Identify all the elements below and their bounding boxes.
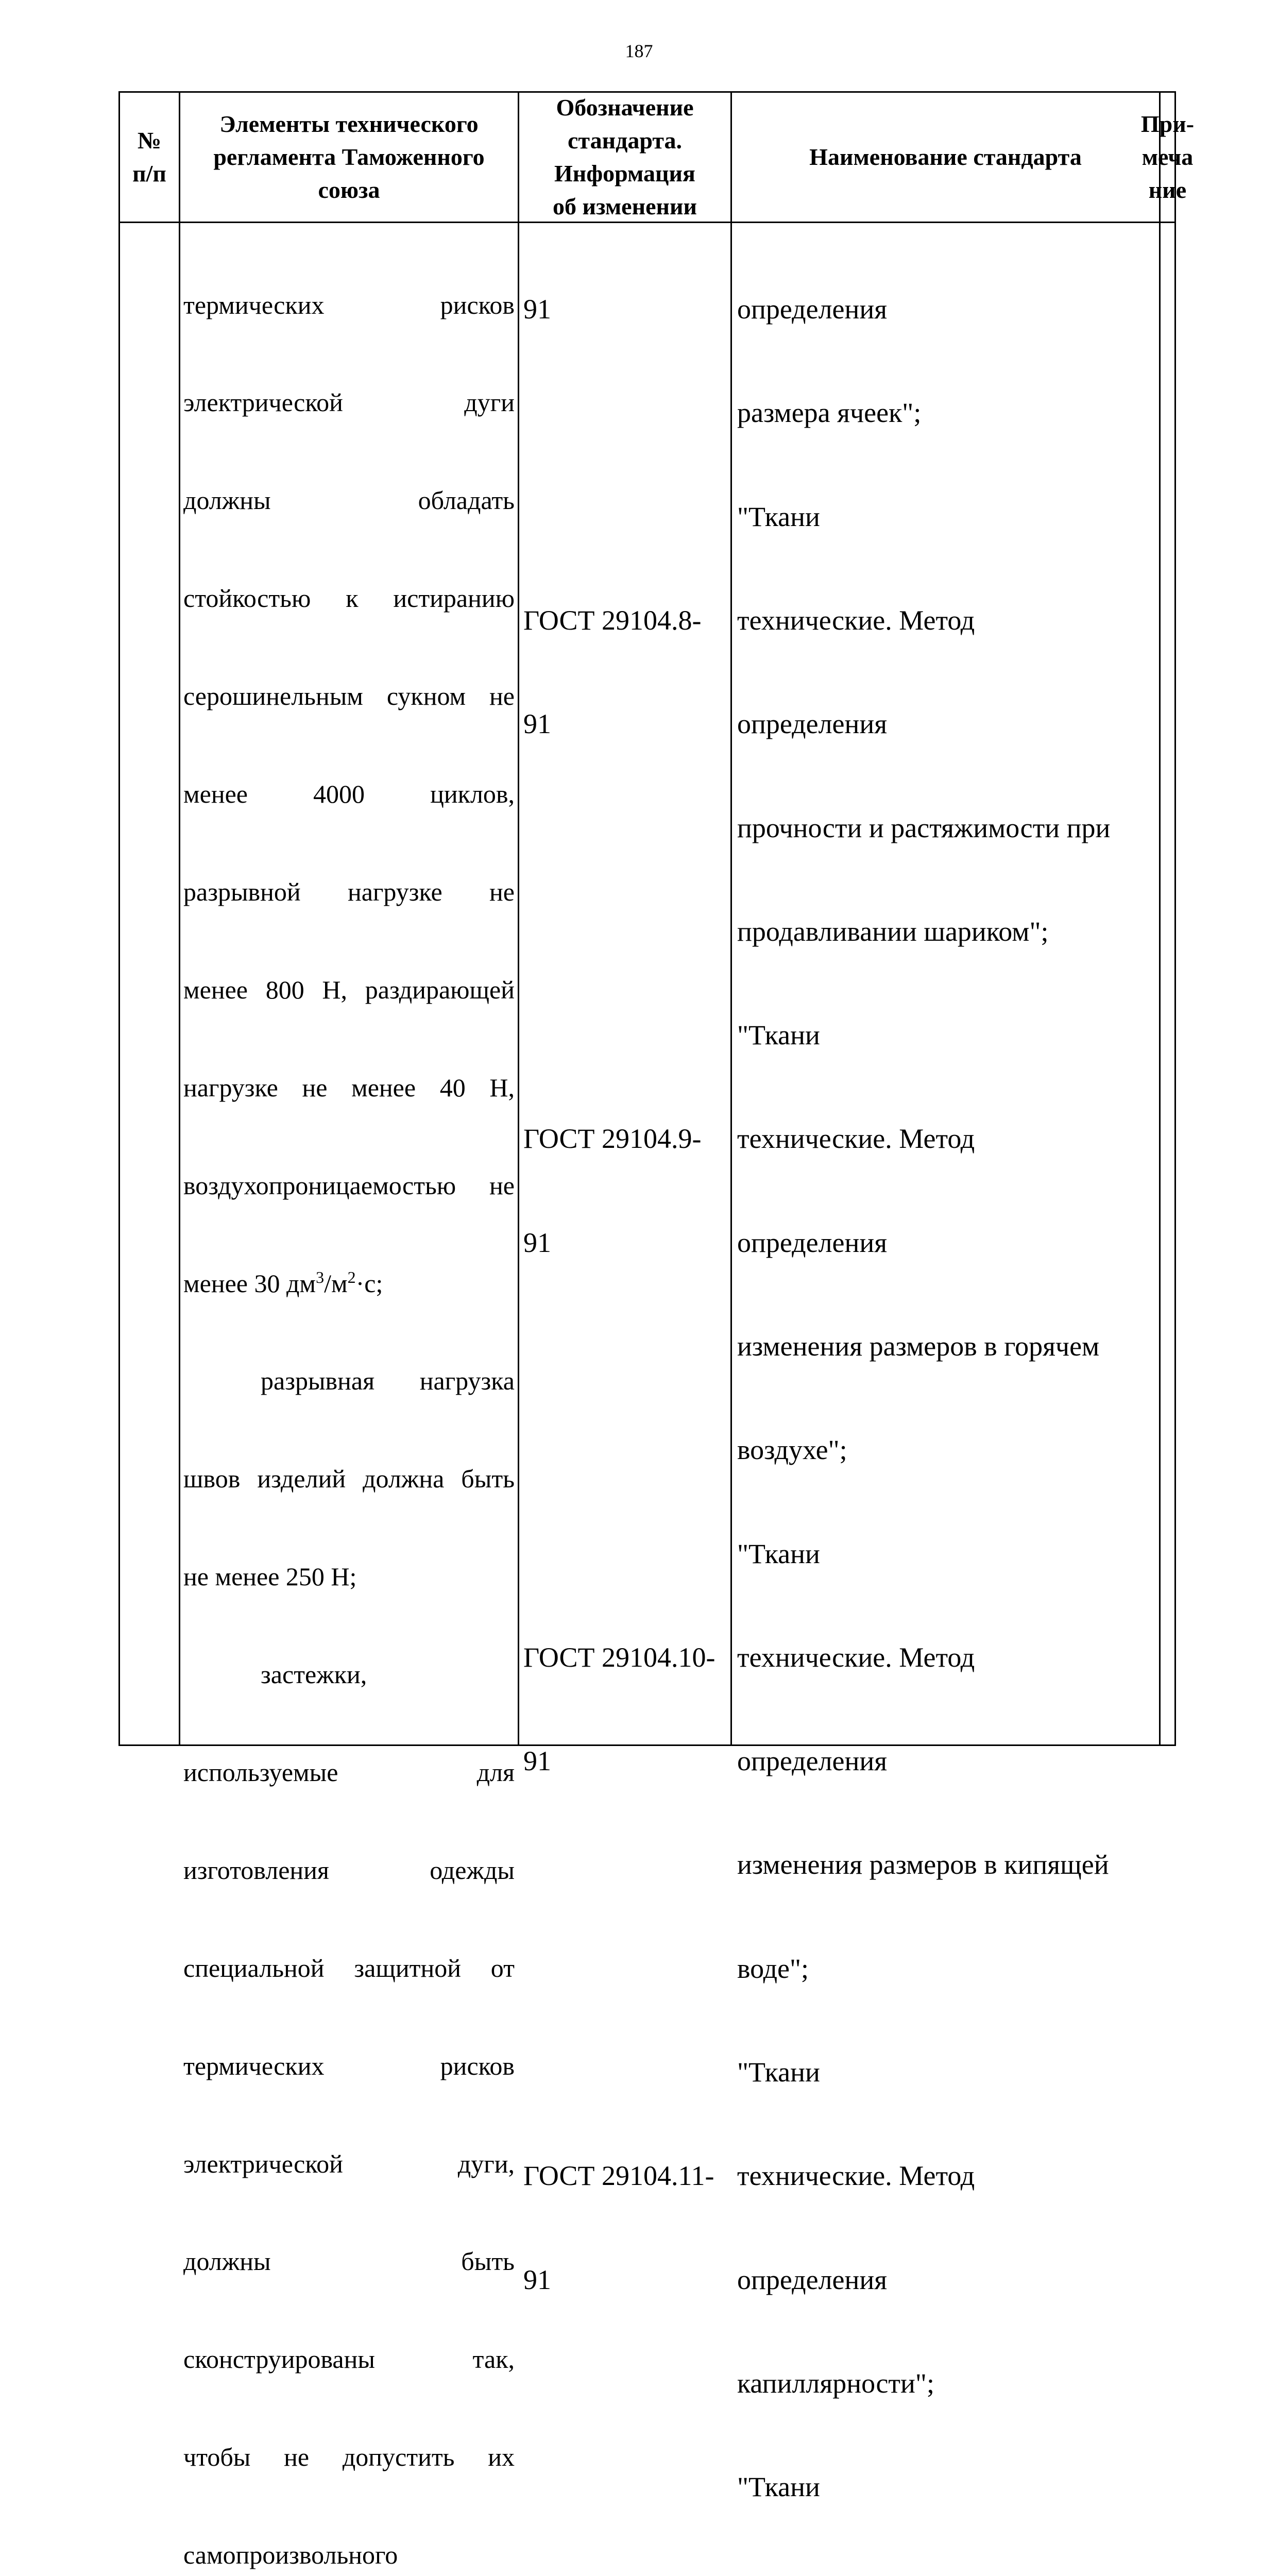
header-designation-line: стандарта.	[568, 127, 682, 154]
standard-name-line: изменения размеров в горячем	[737, 1331, 1100, 1362]
designation-line	[523, 1329, 715, 1364]
designation-line	[523, 914, 715, 949]
header-designation-line: об изменении	[552, 193, 697, 219]
header-elements	[180, 93, 518, 222]
designation-line	[523, 500, 715, 534]
designation-line: ГОСТ 29104.9-	[523, 1123, 702, 1155]
standard-name-line: "Ткани	[737, 1020, 820, 1051]
designation-line	[523, 1848, 715, 1882]
elements-line: специальной защитной от	[183, 1953, 515, 1982]
designation-line	[523, 1433, 715, 1467]
standard-name-line: изменения размеров в кипящей	[737, 1849, 1109, 1880]
standard-name-line: размера ячеек";	[737, 397, 922, 429]
standard-name-line: определения	[737, 1227, 888, 1258]
header-designation-line: Обозначение	[556, 94, 694, 121]
designation-line	[523, 1952, 715, 1986]
elements-line: воздухопроницаемостью не	[183, 1171, 515, 1200]
header-note-line: меча	[1141, 144, 1194, 170]
elements-line: электрической дуги,	[183, 2149, 515, 2178]
header-note-line: При-	[1140, 111, 1195, 137]
elements-line: не менее 250 Н;	[183, 1562, 357, 1591]
designation-line: ГОСТ 29104.11-	[523, 2160, 714, 2192]
column-divider-2	[518, 91, 519, 1746]
designation-line: 91	[523, 2264, 551, 2295]
header-elements-line: союза	[318, 177, 380, 203]
designation-line	[523, 396, 715, 430]
elements-line: изготовления одежды	[183, 1855, 515, 1885]
designation-line	[523, 1018, 715, 1053]
standard-name-line: воздухе";	[737, 1434, 847, 1466]
elements-line: чтобы не допустить их	[183, 2443, 515, 2472]
standard-name-line: определения	[737, 708, 888, 740]
header-designation-line: Информация	[554, 160, 695, 187]
elements-line: менее 4000 циклов,	[183, 779, 515, 809]
designation-line	[523, 2470, 715, 2504]
header-name	[732, 93, 1159, 222]
elements-line: сконструированы так,	[183, 2345, 515, 2374]
header-number	[120, 93, 179, 222]
elements-line: самопроизвольного	[183, 2540, 398, 2570]
header-designation	[519, 93, 730, 222]
designation-line: 91	[523, 1745, 551, 1777]
designation-line	[523, 1537, 715, 1571]
elements-cell	[183, 224, 515, 2576]
table-border-left	[118, 91, 120, 1746]
header-elements-line: Элементы технического	[219, 111, 479, 137]
elements-line: швов изделий должна быть	[183, 1464, 515, 1494]
header-number-line: №	[137, 127, 162, 154]
elements-line: менее 800 Н, раздирающей	[183, 975, 515, 1004]
elements-line: серошинельным сукном не	[183, 682, 515, 711]
page-number: 187	[625, 41, 653, 61]
table-border-right	[1174, 91, 1176, 1746]
standard-name-line: определения	[737, 1745, 888, 1777]
elements-line: разрывной нагрузке не	[183, 877, 515, 906]
header-note	[1140, 93, 1195, 222]
designation-line: 91	[523, 1227, 551, 1258]
header-number-line: п/п	[132, 160, 166, 187]
standard-name-line: "Ткани	[737, 501, 820, 532]
designation-line	[523, 811, 715, 845]
standard-name-line: определения	[737, 294, 888, 325]
elements-line: термических рисков	[183, 2051, 515, 2080]
designation-line	[523, 2366, 715, 2401]
standard-name-line	[737, 2573, 1116, 2576]
designation-cell	[523, 223, 715, 2576]
note-cell	[1161, 223, 1174, 1744]
standard-name-line: определения	[737, 2264, 888, 2295]
designation-line	[523, 2055, 715, 2090]
elements-line: нагрузке не менее 40 Н,	[183, 1073, 515, 1102]
elements-line: используемые для	[183, 1757, 515, 1787]
elements-line-with-units: менее 30 $дм^3/м^2\cdot с$;	[183, 1267, 383, 1298]
header-note-line: ние	[1148, 177, 1187, 203]
elements-line: термических рисков	[183, 290, 515, 319]
elements-line: электрической дуги	[183, 388, 515, 417]
standard-name-line: продавливании шариком";	[737, 916, 1049, 947]
designation-line: ГОСТ 29104.8-	[523, 605, 702, 636]
standard-name-line: технические. Метод	[737, 2160, 975, 2192]
designation-line: ГОСТ 29104.10-	[523, 1641, 715, 1673]
elements-line: застежки,	[261, 1660, 367, 1689]
header-name-text: Наименование стандарта	[809, 144, 1082, 170]
standard-name-line: технические. Метод	[737, 1641, 975, 1673]
designation-line: 91	[523, 708, 551, 740]
standard-name-line: капиллярности";	[737, 2367, 934, 2399]
elements-line: должны обладать	[183, 486, 515, 515]
standard-name-line: технические. Метод	[737, 605, 975, 636]
standard-name-line: "Ткани	[737, 2056, 820, 2088]
standard-name-cell	[737, 223, 1116, 2576]
elements-line: стойкостью к истиранию	[183, 584, 515, 613]
standard-name-line: воде";	[737, 1953, 809, 1984]
standard-name-line: прочности и растяжимости при	[737, 812, 1111, 843]
designation-line	[523, 2573, 715, 2576]
elements-line: разрывная нагрузка	[261, 1366, 515, 1396]
column-divider-1	[179, 91, 180, 1746]
standard-name-line: технические. Метод	[737, 1123, 975, 1155]
standard-name-line: "Ткани	[737, 2471, 820, 2503]
elements-line: должны быть	[183, 2247, 515, 2276]
column-divider-3	[730, 91, 732, 1746]
header-elements-line: регламента Таможенного	[213, 144, 485, 170]
designation-line: 91	[523, 294, 551, 325]
standard-name-line: "Ткани	[737, 1538, 820, 1569]
